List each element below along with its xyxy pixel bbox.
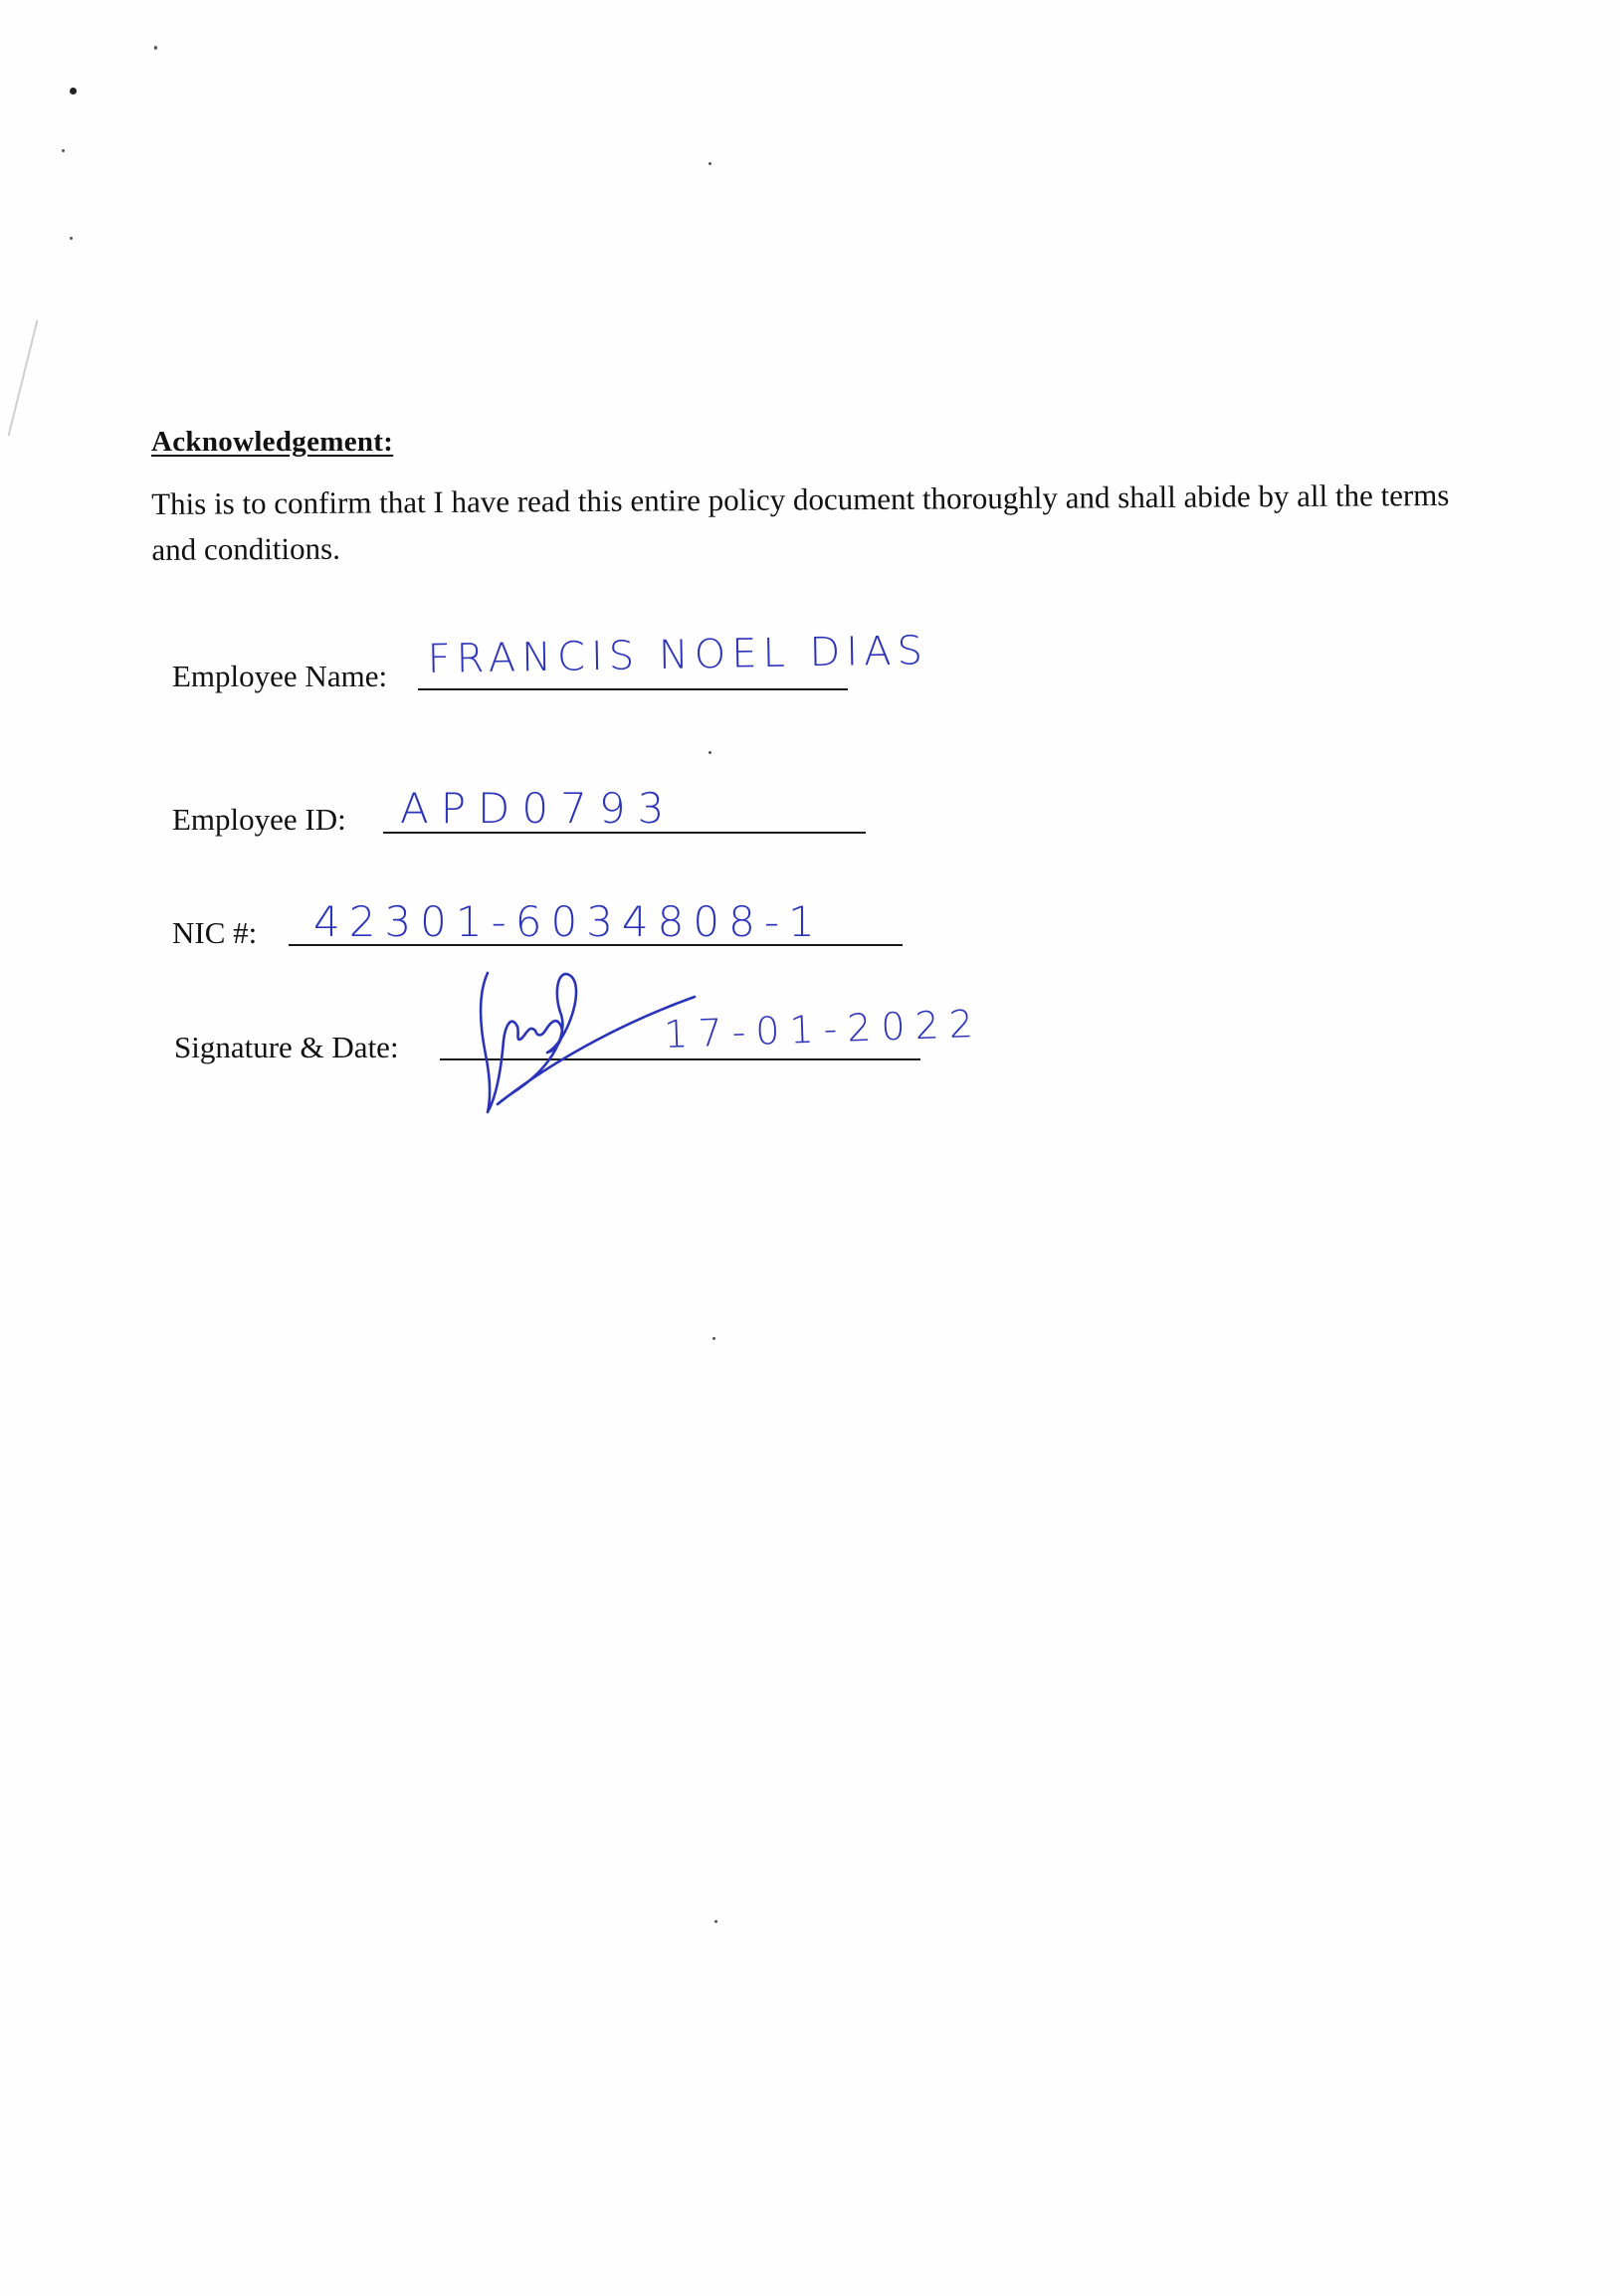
scan-edge-mark: [8, 320, 39, 437]
scan-speck: [70, 237, 73, 240]
employee-name-label: Employee Name:: [172, 659, 388, 693]
scan-speck: [714, 1920, 717, 1923]
signature-date-label: Signature & Date:: [174, 1030, 399, 1064]
acknowledgement-statement: This is to confirm that I have read this entire policy document thoroughly and shall abide by all the terms and conditions.: [151, 477, 1450, 567]
nic-label: NIC #:: [172, 915, 258, 950]
employee-id-label: Employee ID:: [172, 802, 346, 837]
scan-speck: [62, 149, 65, 152]
employee-name-line: [418, 688, 848, 690]
scan-speck: [70, 88, 77, 95]
acknowledgement-heading: Acknowledgement:: [151, 426, 394, 458]
scan-speck: [709, 162, 711, 165]
nic-value: 42301-6034808-1: [313, 897, 824, 946]
signature-date-value: 17-01-2022: [663, 1001, 984, 1056]
scan-speck: [709, 751, 711, 754]
scan-speck: [712, 1337, 715, 1340]
employee-id-value: APD0793: [400, 784, 677, 833]
employee-name-value: FRANCIS NOEL DIAS: [427, 628, 929, 682]
scan-speck: [154, 46, 157, 50]
signature-scribble: [458, 955, 697, 1124]
